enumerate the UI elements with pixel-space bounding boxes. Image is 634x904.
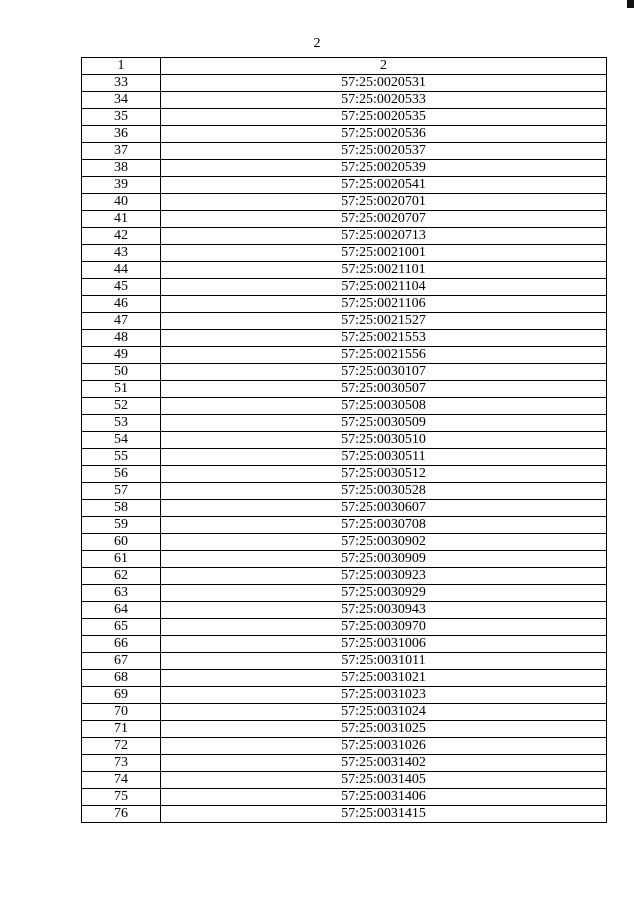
- row-number-cell: 66: [82, 636, 161, 653]
- cadastral-number-cell: 57:25:0030508: [161, 398, 607, 415]
- table-row: [82, 279, 607, 296]
- table-row: [82, 602, 607, 619]
- table-row: [82, 755, 607, 772]
- table-row: [82, 92, 607, 109]
- table-row: [82, 687, 607, 704]
- table-row: [82, 398, 607, 415]
- table-row: [82, 670, 607, 687]
- row-number-cell: 45: [82, 279, 161, 296]
- cadastral-number-cell: 57:25:0020537: [161, 143, 607, 160]
- table-row: [82, 160, 607, 177]
- cadastral-number-cell: 57:25:0021001: [161, 245, 607, 262]
- cadastral-number-cell: 57:25:0030923: [161, 568, 607, 585]
- table-row: [82, 466, 607, 483]
- table-row: [82, 194, 607, 211]
- table-row: [82, 330, 607, 347]
- table-row: [82, 245, 607, 262]
- table-row: [82, 364, 607, 381]
- column-header-number: 1: [82, 58, 161, 75]
- row-number-cell: 53: [82, 415, 161, 432]
- cadastral-number-cell: 57:25:0020713: [161, 228, 607, 245]
- cadastral-number-cell: 57:25:0021527: [161, 313, 607, 330]
- cadastral-number-cell: 57:25:0031406: [161, 789, 607, 806]
- row-number-cell: 64: [82, 602, 161, 619]
- table-row: [82, 534, 607, 551]
- row-number-cell: 37: [82, 143, 161, 160]
- table-row: [82, 585, 607, 602]
- row-number-cell: 49: [82, 347, 161, 364]
- row-number-cell: 39: [82, 177, 161, 194]
- table-row: [82, 551, 607, 568]
- row-number-cell: 41: [82, 211, 161, 228]
- table-row: [82, 449, 607, 466]
- table-row: [82, 789, 607, 806]
- cadastral-number-cell: 57:25:0020539: [161, 160, 607, 177]
- table-row: [82, 381, 607, 398]
- row-number-cell: 33: [82, 75, 161, 92]
- cadastral-number-cell: 57:25:0021553: [161, 330, 607, 347]
- table-row: [82, 313, 607, 330]
- cadastral-number-cell: 57:25:0020701: [161, 194, 607, 211]
- table-row: [82, 347, 607, 364]
- row-number-cell: 43: [82, 245, 161, 262]
- cadastral-number-cell: 57:25:0020536: [161, 126, 607, 143]
- row-number-cell: 38: [82, 160, 161, 177]
- cadastral-number-cell: 57:25:0030909: [161, 551, 607, 568]
- table-body: [82, 75, 607, 823]
- cadastral-number-cell: 57:25:0031026: [161, 738, 607, 755]
- scan-corner-mark: [627, 0, 634, 8]
- table-row: [82, 143, 607, 160]
- row-number-cell: 67: [82, 653, 161, 670]
- cadastral-number-cell: 57:25:0021556: [161, 347, 607, 364]
- table-row: [82, 415, 607, 432]
- row-number-cell: 40: [82, 194, 161, 211]
- row-number-cell: 74: [82, 772, 161, 789]
- cadastral-number-cell: 57:25:0030902: [161, 534, 607, 551]
- cadastral-number-cell: 57:25:0030708: [161, 517, 607, 534]
- cadastral-number-cell: 57:25:0030509: [161, 415, 607, 432]
- table-row: [82, 772, 607, 789]
- row-number-cell: 61: [82, 551, 161, 568]
- row-number-cell: 72: [82, 738, 161, 755]
- table-row: [82, 517, 607, 534]
- table-row: [82, 806, 607, 823]
- row-number-cell: 44: [82, 262, 161, 279]
- cadastral-number-cell: 57:25:0030970: [161, 619, 607, 636]
- cadastral-number-cell: 57:25:0030943: [161, 602, 607, 619]
- row-number-cell: 71: [82, 721, 161, 738]
- table-row: [82, 75, 607, 92]
- row-number-cell: 56: [82, 466, 161, 483]
- cadastral-number-cell: 57:25:0031011: [161, 653, 607, 670]
- row-number-cell: 47: [82, 313, 161, 330]
- cadastral-number-cell: 57:25:0031021: [161, 670, 607, 687]
- cadastral-number-cell: 57:25:0020541: [161, 177, 607, 194]
- table-row: [82, 636, 607, 653]
- row-number-cell: 65: [82, 619, 161, 636]
- row-number-cell: 36: [82, 126, 161, 143]
- cadastral-number-cell: 57:25:0030528: [161, 483, 607, 500]
- table-row: [82, 568, 607, 585]
- table-row: [82, 619, 607, 636]
- table-row: [82, 500, 607, 517]
- row-number-cell: 60: [82, 534, 161, 551]
- cadastral-number-cell: 57:25:0031024: [161, 704, 607, 721]
- cadastral-number-cell: 57:25:0021106: [161, 296, 607, 313]
- row-number-cell: 73: [82, 755, 161, 772]
- cadastral-number-cell: 57:25:0030507: [161, 381, 607, 398]
- row-number-cell: 76: [82, 806, 161, 823]
- table-row: [82, 126, 607, 143]
- row-number-cell: 58: [82, 500, 161, 517]
- table-row: [82, 704, 607, 721]
- table-row: [82, 721, 607, 738]
- cadastral-number-cell: 57:25:0020531: [161, 75, 607, 92]
- row-number-cell: 54: [82, 432, 161, 449]
- cadastral-number-cell: 57:25:0031405: [161, 772, 607, 789]
- row-number-cell: 50: [82, 364, 161, 381]
- table-row: [82, 262, 607, 279]
- row-number-cell: 55: [82, 449, 161, 466]
- cadastral-table: [81, 57, 607, 823]
- row-number-cell: 52: [82, 398, 161, 415]
- cadastral-number-cell: 57:25:0031023: [161, 687, 607, 704]
- row-number-cell: 35: [82, 109, 161, 126]
- table-row: [82, 109, 607, 126]
- cadastral-number-cell: 57:25:0031402: [161, 755, 607, 772]
- row-number-cell: 69: [82, 687, 161, 704]
- cadastral-number-cell: 57:25:0020535: [161, 109, 607, 126]
- row-number-cell: 59: [82, 517, 161, 534]
- cadastral-number-cell: 57:25:0020533: [161, 92, 607, 109]
- cadastral-number-cell: 57:25:0030511: [161, 449, 607, 466]
- cadastral-number-cell: 57:25:0030107: [161, 364, 607, 381]
- row-number-cell: 34: [82, 92, 161, 109]
- cadastral-number-cell: 57:25:0030607: [161, 500, 607, 517]
- cadastral-number-cell: 57:25:0030929: [161, 585, 607, 602]
- row-number-cell: 51: [82, 381, 161, 398]
- cadastral-number-cell: 57:25:0021101: [161, 262, 607, 279]
- cadastral-number-cell: 57:25:0021104: [161, 279, 607, 296]
- row-number-cell: 75: [82, 789, 161, 806]
- table-row: [82, 296, 607, 313]
- cadastral-number-cell: 57:25:0031025: [161, 721, 607, 738]
- table-row: [82, 177, 607, 194]
- table-row: [82, 483, 607, 500]
- cadastral-number-cell: 57:25:0020707: [161, 211, 607, 228]
- cadastral-number-cell: 57:25:0031006: [161, 636, 607, 653]
- row-number-cell: 68: [82, 670, 161, 687]
- table-row: [82, 738, 607, 755]
- table-row: [82, 228, 607, 245]
- row-number-cell: 42: [82, 228, 161, 245]
- row-number-cell: 57: [82, 483, 161, 500]
- cadastral-number-cell: 57:25:0030510: [161, 432, 607, 449]
- row-number-cell: 62: [82, 568, 161, 585]
- cadastral-number-cell: 57:25:0031415: [161, 806, 607, 823]
- row-number-cell: 46: [82, 296, 161, 313]
- row-number-cell: 63: [82, 585, 161, 602]
- column-header-cadastral-number: 2: [161, 58, 607, 75]
- table-row: [82, 211, 607, 228]
- table-row: [82, 432, 607, 449]
- row-number-cell: 70: [82, 704, 161, 721]
- page-number: 2: [313, 36, 321, 51]
- cadastral-number-cell: 57:25:0030512: [161, 466, 607, 483]
- row-number-cell: 48: [82, 330, 161, 347]
- table-row: [82, 653, 607, 670]
- header-row: [82, 58, 607, 75]
